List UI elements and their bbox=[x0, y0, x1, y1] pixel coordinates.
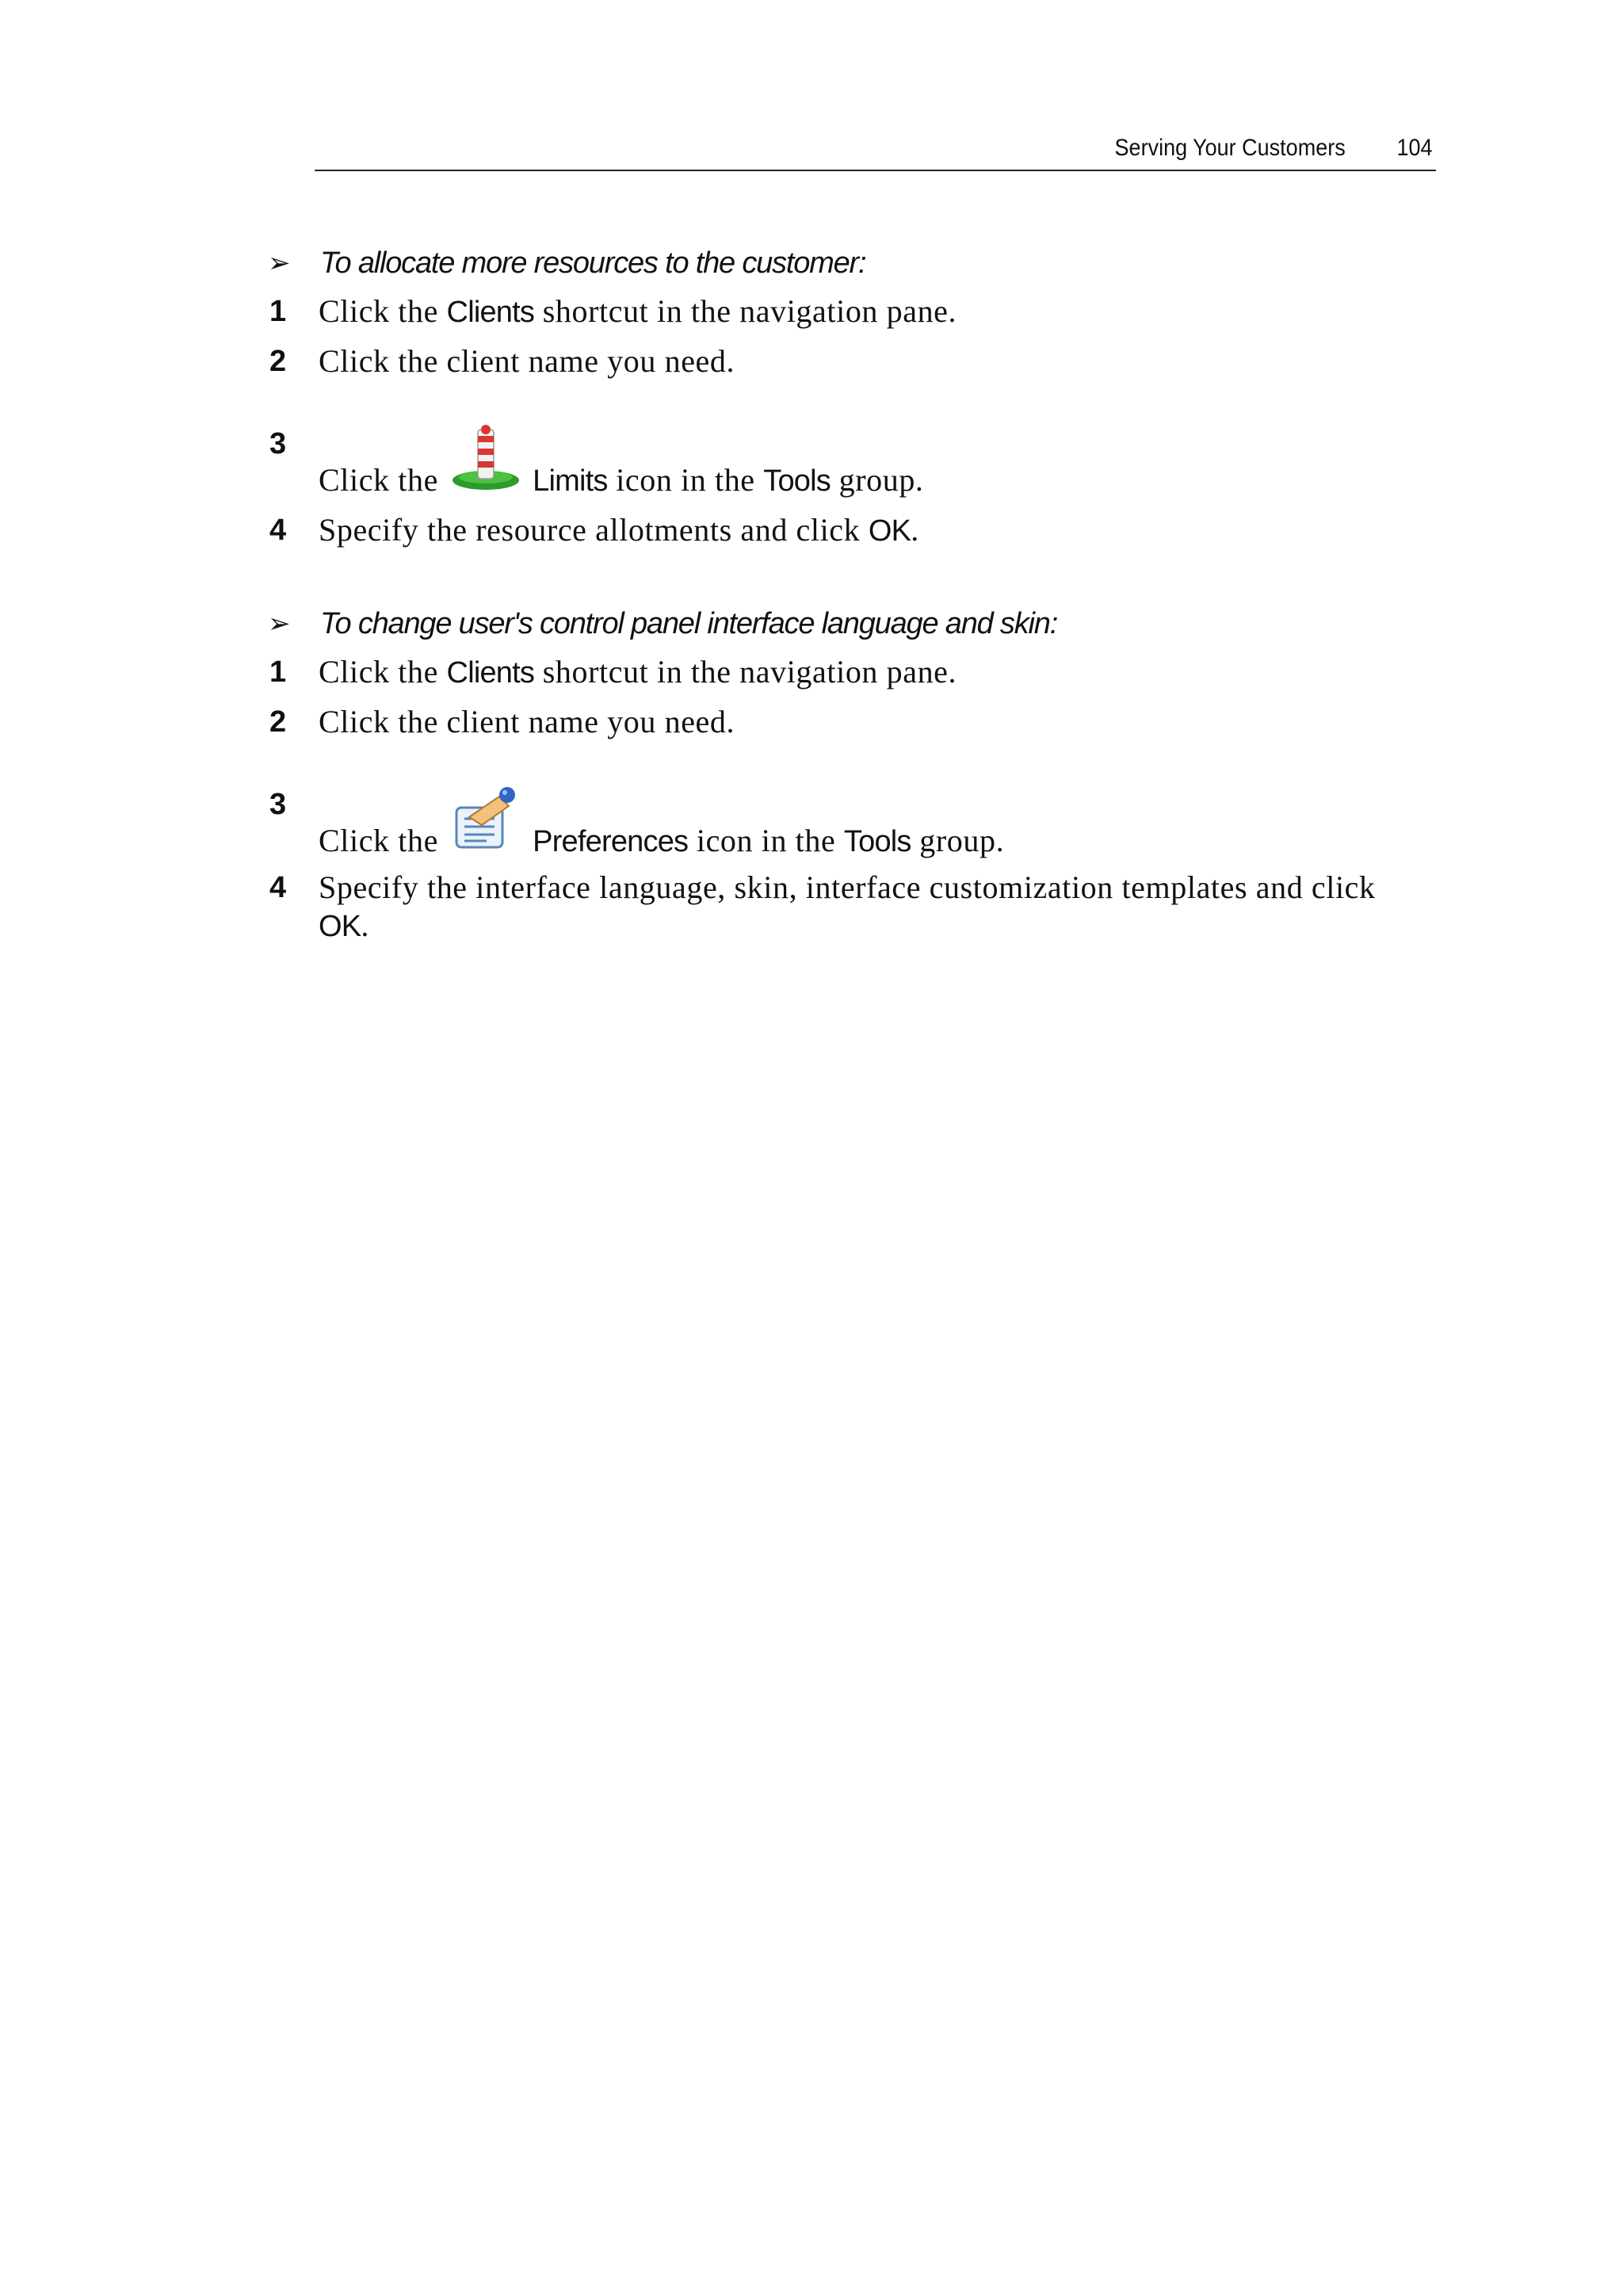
ok-button-ref: OK bbox=[868, 514, 911, 548]
procedure-heading: ➢ To change user's control panel interface language and skin: bbox=[268, 606, 1058, 640]
tools-group-ref: Tools bbox=[763, 464, 831, 498]
page-number: 104 bbox=[1396, 135, 1433, 161]
step-1: 1 Click the Clients shortcut in the navigation pane. bbox=[269, 293, 957, 329]
step-1: 1 Click the Clients shortcut in the navigation pane. bbox=[269, 654, 957, 690]
page-header bbox=[315, 133, 1436, 171]
procedure-allocate-resources bbox=[268, 243, 1441, 550]
limits-icon bbox=[452, 425, 520, 500]
step-3: 3 Click the Limits icon in the Tools group. bbox=[268, 425, 1441, 500]
ok-button-ref: OK bbox=[319, 910, 361, 943]
limits-icon-label: Limits bbox=[533, 464, 608, 498]
header-title: Serving Your Customers bbox=[1114, 135, 1346, 161]
preferences-icon bbox=[452, 785, 520, 861]
arrow-bullet-icon: ➢ bbox=[268, 248, 291, 278]
step-2: 2 Click the client name you need. bbox=[269, 704, 735, 739]
procedure-heading: ➢ To allocate more resources to the customer: bbox=[268, 246, 866, 280]
step-4: 4 Specify the interface language, skin, interface customization templates and click OK. bbox=[269, 869, 1376, 943]
tools-group-ref: Tools bbox=[843, 825, 911, 858]
step-2: 2 Click the client name you need. bbox=[269, 343, 735, 379]
procedure-change-language-skin bbox=[268, 604, 1441, 946]
clients-shortcut-ref: Clients bbox=[446, 656, 535, 690]
clients-shortcut-ref: Clients bbox=[446, 296, 535, 329]
arrow-bullet-icon: ➢ bbox=[268, 609, 291, 639]
preferences-icon-label: Preferences bbox=[533, 825, 689, 858]
step-4: 4 Specify the resource allotments and click OK. bbox=[269, 512, 919, 548]
step-3: 3 Click the Preferences icon in the Tools group. bbox=[268, 785, 1441, 861]
